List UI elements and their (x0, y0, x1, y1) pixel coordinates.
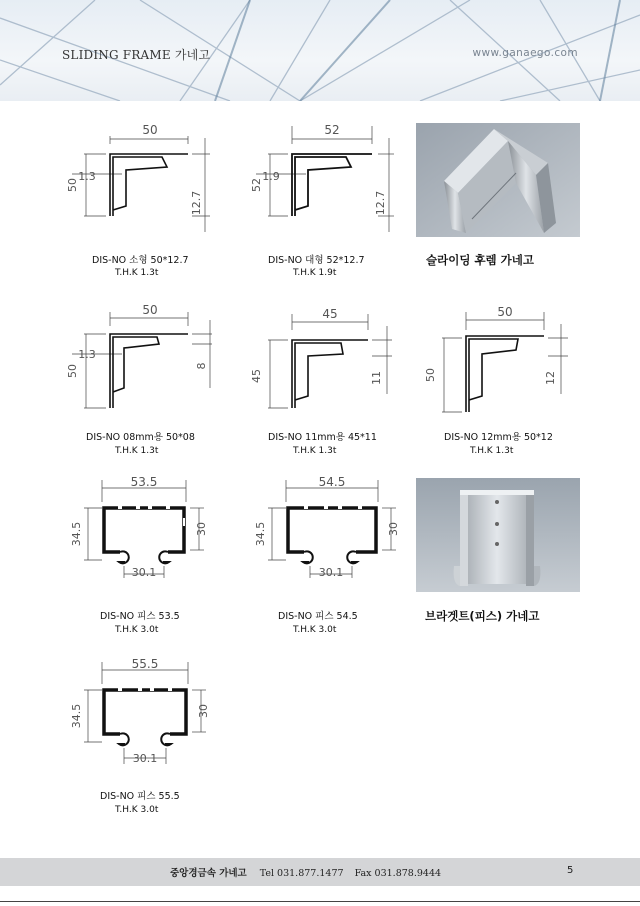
profile-name: DIS-NO 피스 54.5 (278, 611, 358, 622)
svg-text:53.5: 53.5 (130, 475, 158, 489)
profile-spec: T.H.K 1.3t (115, 446, 159, 456)
svg-text:34.5: 34.5 (254, 521, 267, 547)
svg-text:50: 50 (424, 368, 437, 382)
website-url: www.ganaego.com (472, 47, 578, 59)
channel-drawing-54-5 (246, 474, 406, 584)
telephone: Tel 031.877.1477 (259, 868, 344, 879)
profile-drawing-11mm (246, 300, 396, 415)
profile-name: DIS-NO 피스 53.5 (100, 611, 180, 622)
svg-text:50: 50 (142, 123, 158, 137)
svg-text:50: 50 (497, 305, 513, 319)
svg-text:34.5: 34.5 (70, 703, 83, 729)
svg-text:30: 30 (387, 522, 400, 536)
profile-name: DIS-NO 12mm용 50*12 (444, 432, 553, 443)
svg-text:54.5: 54.5 (318, 475, 346, 489)
profile-drawing-large (246, 118, 396, 233)
photo-caption: 슬라이딩 후렘 가네고 (426, 253, 534, 267)
svg-text:11: 11 (370, 371, 383, 385)
profile-spec: T.H.K 1.3t (115, 268, 159, 278)
page-header (0, 0, 640, 101)
profile-drawing-08mm (62, 296, 212, 416)
svg-text:50: 50 (142, 303, 158, 317)
svg-text:12.7: 12.7 (374, 190, 387, 216)
profile-name: DIS-NO 소형 50*12.7 (92, 255, 189, 266)
bracket-photo (416, 478, 580, 592)
profile-spec: T.H.K 1.3t (470, 446, 514, 456)
bottom-rule (0, 901, 640, 902)
profile-spec: T.H.K 1.9t (293, 268, 337, 278)
profile-name: DIS-NO 08mm용 50*08 (86, 432, 195, 443)
svg-text:50: 50 (66, 178, 79, 192)
svg-text:30.1: 30.1 (131, 566, 157, 579)
svg-text:30.1: 30.1 (132, 752, 158, 765)
svg-text:34.5: 34.5 (70, 521, 83, 547)
profile-spec: T.H.K 3.0t (293, 625, 337, 635)
profile-drawing-12mm (420, 300, 570, 415)
profile-spec: T.H.K 3.0t (115, 805, 159, 815)
photo-caption: 브라겟트(피스) 가네고 (425, 609, 540, 623)
profile-name: DIS-NO 11mm용 45*11 (268, 432, 377, 443)
fax: Fax 031.878.9444 (354, 868, 442, 879)
svg-text:45: 45 (250, 369, 263, 383)
svg-text:30.1: 30.1 (318, 566, 344, 579)
svg-text:52: 52 (250, 178, 263, 192)
svg-text:50: 50 (66, 364, 79, 378)
channel-drawing-53-5 (62, 474, 222, 584)
svg-text:1.3: 1.3 (78, 348, 96, 361)
svg-text:1.9: 1.9 (262, 170, 280, 183)
profile-name: DIS-NO 대형 52*12.7 (268, 255, 365, 266)
profile-name: DIS-NO 피스 55.5 (100, 791, 180, 802)
document-title: SLIDING FRAME 가네고 (62, 48, 211, 62)
svg-text:1.3: 1.3 (78, 170, 96, 183)
sliding-frame-photo (416, 123, 580, 237)
profile-drawing-small (62, 118, 212, 233)
svg-text:45: 45 (322, 307, 338, 321)
page-number: 5 (567, 865, 574, 876)
svg-text:12: 12 (544, 371, 557, 385)
profile-spec: T.H.K 3.0t (115, 625, 159, 635)
svg-text:30: 30 (195, 522, 208, 536)
company-name: 중앙경금속 가네고 (170, 868, 247, 879)
svg-text:55.5: 55.5 (131, 657, 159, 671)
svg-text:8: 8 (195, 362, 208, 370)
svg-text:52: 52 (324, 123, 340, 137)
svg-text:30: 30 (197, 704, 210, 718)
svg-text:12.7: 12.7 (190, 190, 203, 216)
page-footer (0, 858, 640, 886)
profile-spec: T.H.K 1.3t (293, 446, 337, 456)
channel-drawing-55-5 (62, 654, 222, 769)
contact-info (170, 865, 449, 879)
